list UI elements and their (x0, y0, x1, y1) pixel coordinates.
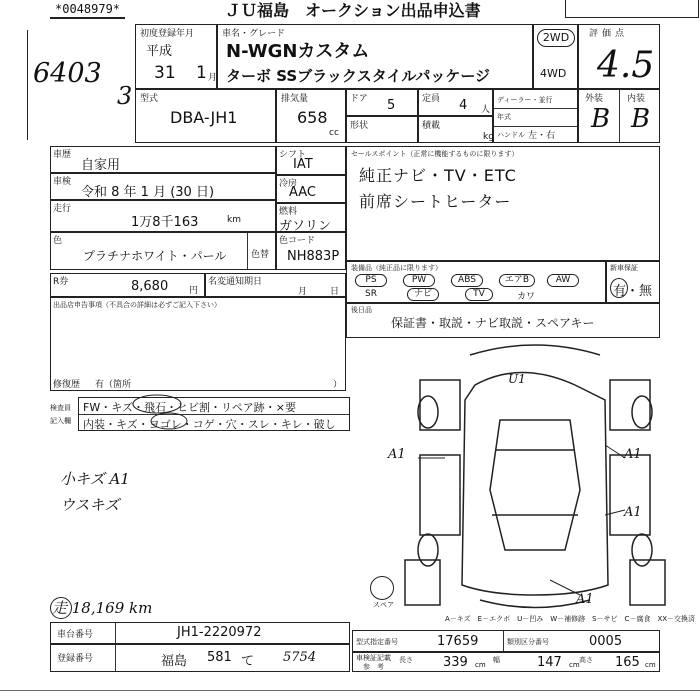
ext-int-box: 外装 内装 B B (578, 89, 660, 143)
mileage-box: 走行 1万8千163 km (50, 200, 276, 232)
equip-pw: PW (403, 274, 435, 287)
height-value: 165 (615, 655, 640, 670)
damage-label-roof: U1 (508, 372, 526, 386)
color-box: 色 プラチナホワイト・パール 色替 (50, 232, 276, 270)
car-damage-diagram (400, 340, 670, 610)
fuel-value: ガソリン (279, 219, 332, 234)
equip-ps: PS (355, 274, 387, 287)
form-number-box: 型式指定番号 17659 類別区分番号 0005 (352, 630, 660, 652)
damage-legend: A－キズ E－エクボ U－凹み W－補修跡 S－サビ C－腐食 XX－交換済 (445, 615, 696, 623)
serial-number: *0048979* (55, 2, 121, 16)
equipment-box: 装備品（純正品に限ります） PS PW ABS エアB AW SR ナビ TV カワ (346, 261, 606, 303)
spare-tire-icon (370, 576, 394, 600)
ac-box: 冷房 AAC (276, 175, 346, 203)
equip-sr: SR (365, 289, 377, 299)
model-value: DBA-JH1 (170, 108, 238, 127)
inspection-value: 令和 8 年 1 月 (30 日) (81, 185, 215, 200)
fuel-box: 燃料 ガソリン (276, 203, 346, 232)
dimensions-box: 車検証記載 参 考 長さ 339 cm 幅 147 cm 高さ 165 cm (352, 652, 660, 672)
repair-value: 有（箇所 (95, 380, 132, 390)
inspector-row2: 内装・キズ・ヨゴレ・コゲ・穴・スレ・キレ・破し (83, 418, 336, 431)
plate-kana: て (241, 654, 255, 669)
new-car-warranty-value: 有・無 (613, 284, 653, 299)
plate-class: 581 (207, 650, 232, 665)
inspector-row1: FW・キズ・飛石・ヒビ割・リペア跡・×要 (83, 401, 296, 414)
first-reg-month: 1 (196, 63, 207, 83)
equip-airbag: エアB (499, 274, 535, 287)
first-reg-box: 初度登録年月 平成 31 1 月 (135, 24, 217, 89)
model-box: 型式 DBA-JH1 (135, 89, 276, 143)
damage-label-rear: A1 (576, 592, 594, 607)
lot-sub: 3 (117, 82, 133, 110)
doors-value: 5 (387, 98, 396, 113)
class-number-value: 0005 (589, 634, 623, 649)
form-title: ＪＵ福島 オークション出品申込書 (225, 1, 481, 20)
lot-number: 6403 (33, 58, 102, 89)
car-grade: ターボ SSブラックスタイルパッケージ (226, 67, 491, 85)
drive-2wd-circled: 2WD (537, 29, 575, 47)
corner-box (565, 0, 699, 18)
damage-label-left: A1 (388, 447, 406, 462)
chassis-box: 車台番号 JH1-2220972 (50, 622, 350, 644)
note-line1: 小キズ A1 (60, 470, 130, 488)
load-box: 積載 kg (418, 116, 493, 143)
plate-number: 5754 (283, 650, 317, 665)
equip-abs: ABS (451, 274, 483, 287)
score-value: 4.5 (597, 45, 655, 86)
displacement-box: 排気量 658 cc (276, 89, 346, 143)
recycle-value: 8,680 (131, 279, 169, 294)
sales-point-line1: 純正ナビ・TV・ETC (359, 166, 517, 185)
history-value: 自家用 (81, 158, 121, 173)
damage-label-right-front: A1 (624, 447, 642, 462)
displacement-value: 658 (297, 108, 328, 127)
mileage-value: 1万8千163 (131, 215, 199, 230)
equip-leather: カワ (517, 292, 536, 302)
equip-navi: ナビ (407, 288, 439, 301)
history-box: 車歴 自家用 (50, 146, 276, 173)
sales-point-line2: 前席シートヒーター (359, 192, 512, 211)
recycle-box: R券 8,680 円 (50, 273, 205, 297)
doors-box: ドア 5 (346, 89, 418, 116)
ac-value: AAC (289, 185, 316, 200)
plate-region: 福島 (161, 654, 188, 669)
rear-note-value: 保証書・取説・ナビ取説・スペアキー (391, 316, 595, 330)
first-reg-year: 31 (154, 63, 176, 83)
color-code-box: 色コード NH883P (276, 232, 346, 270)
color-code-value: NH883P (287, 249, 340, 264)
capacity-value: 4 (459, 98, 468, 113)
shift-box: シフト IAT (276, 146, 346, 175)
color-value: プラチナホワイト・パール (83, 249, 227, 263)
capacity-box: 定員 4 人 (418, 89, 493, 116)
repair-label: 修復歴 (53, 380, 81, 390)
exterior-grade: B (591, 104, 611, 134)
shift-value: IAT (293, 157, 313, 172)
damage-label-right-rear: A1 (624, 505, 642, 520)
odometer-note: 走 18,169 km (52, 599, 153, 617)
car-name-box: 車名・グレード N-WGNカスタム ターボ SSブラックスタイルパッケージ (217, 24, 533, 89)
width-value: 147 (537, 655, 562, 670)
form-number-value: 17659 (437, 634, 479, 649)
transfer-box: 名変通知期日 月 日 (205, 273, 346, 297)
inspection-box: 車検 令和 8 年 1 月 (30 日) (50, 173, 276, 200)
equip-aw: AW (547, 274, 579, 287)
spare-label: スペア (373, 601, 394, 609)
equip-tv: TV (465, 288, 493, 301)
car-name: N-WGNカスタム (226, 41, 370, 62)
note-line2: ウスキズ (60, 496, 120, 514)
drive-box (533, 24, 578, 89)
score-box: 評価点 4.5 (578, 24, 660, 89)
drive-4wd: 4WD (540, 67, 567, 80)
sales-point-box: セールスポイント（正常に機能するものに限ります） 純正ナビ・TV・ETC 前席シートヒーター (346, 146, 660, 261)
rear-note-box: 後日品 保証書・取説・ナビ取説・スペアキー (346, 303, 660, 338)
plate-box: 登録番号 福島 581 て 5754 (50, 644, 350, 672)
interior-grade: B (631, 104, 651, 134)
dealer-box: ディーラー・並行 年式 ハンドル 左・右 (493, 89, 578, 143)
declared-box: 出品店申告事項（不具合の詳細は必ずご記入下さい） 修復歴 有（箇所 ） (50, 297, 346, 391)
new-car-warranty-box: 新車保証 有・無 (606, 261, 660, 303)
inspector-circles (110, 393, 350, 433)
chassis-value: JH1-2220972 (177, 625, 262, 640)
shape-box: 形状 (346, 116, 418, 143)
first-reg-era: 平成 (146, 44, 173, 59)
length-value: 339 (443, 655, 468, 670)
